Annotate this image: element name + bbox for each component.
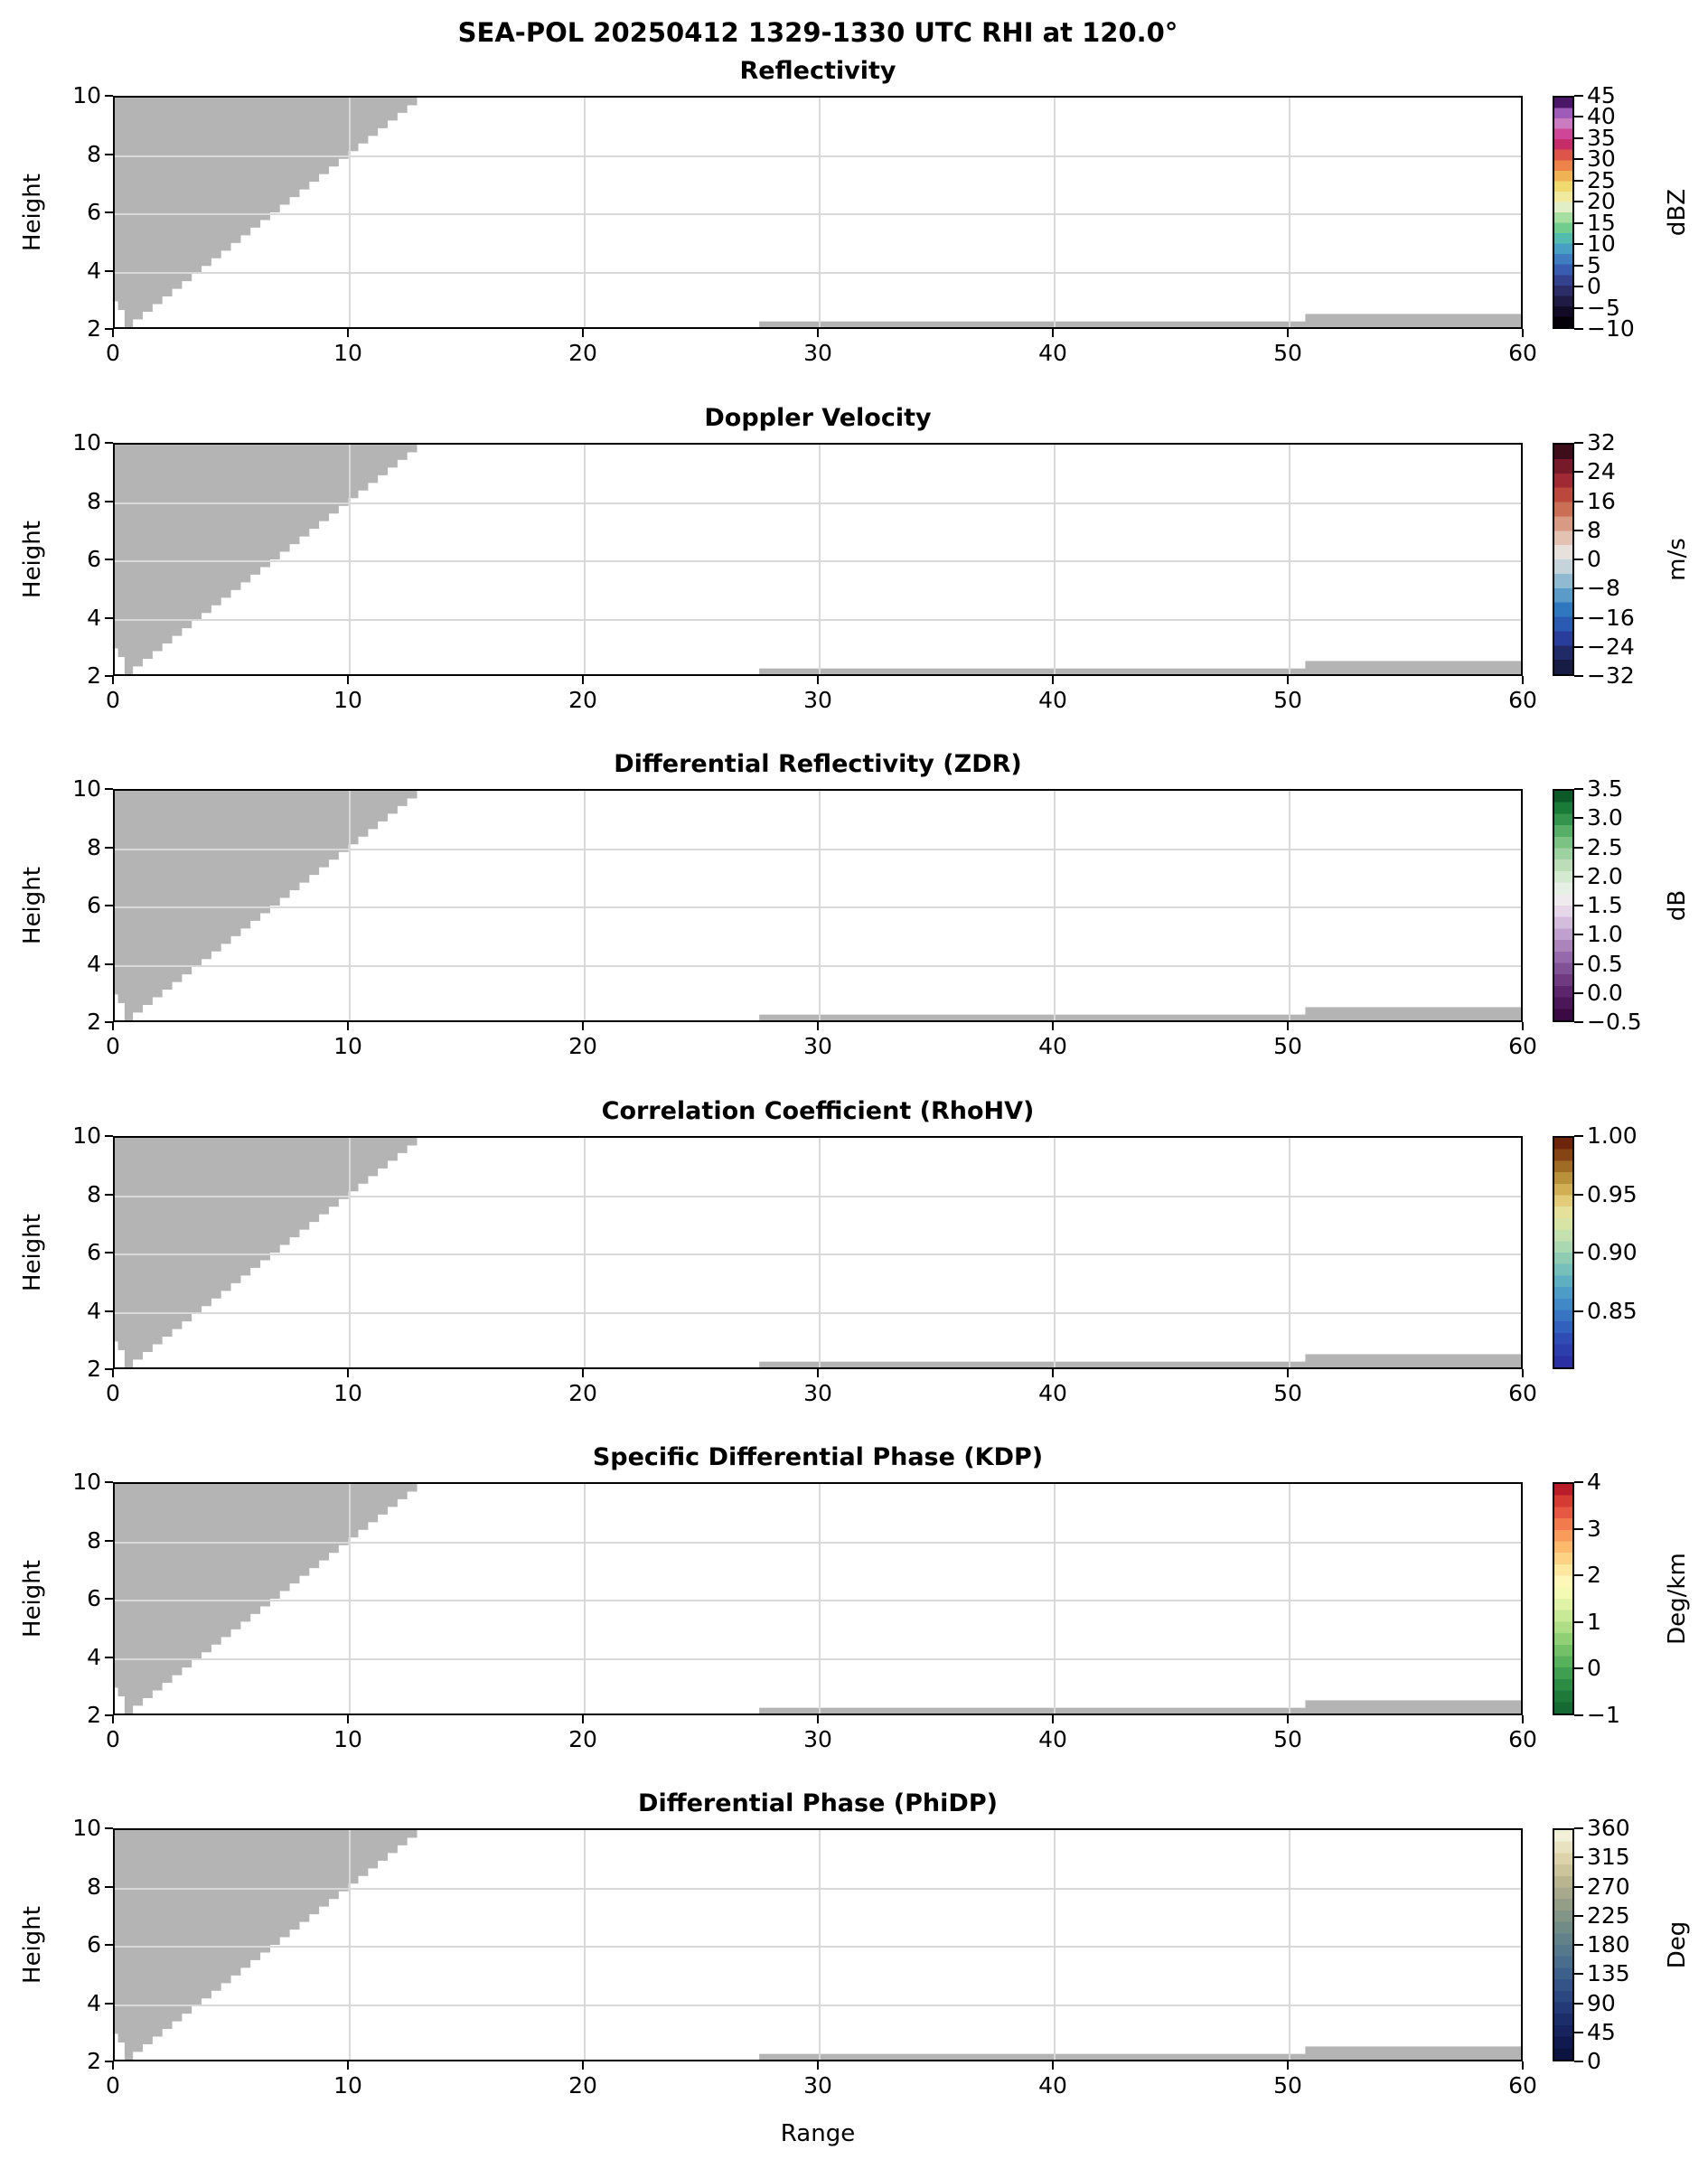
colorbar-tick-label: 30	[1587, 146, 1616, 172]
panel-title: Specific Differential Phase (KDP)	[592, 1443, 1044, 1471]
panel-title: Differential Reflectivity (ZDR)	[614, 750, 1022, 778]
y-tick-label: 8	[87, 1873, 101, 1900]
x-tick-label: 50	[1273, 1726, 1302, 1752]
x-tick-label: 60	[1508, 1033, 1537, 1059]
colorbar-tick-label: 1	[1587, 1609, 1601, 1635]
colorbar-tick-label: 315	[1587, 1844, 1630, 1870]
colorbar-tick-label: 1.0	[1587, 921, 1623, 947]
colorbar-tick-mark	[1574, 2003, 1583, 2005]
x-tick-label: 50	[1273, 687, 1302, 713]
x-tick-label: 30	[803, 687, 832, 713]
colorbar-unit-label: Deg	[1664, 1920, 1691, 1969]
x-tick-label: 20	[568, 1726, 597, 1752]
x-tick-label: 30	[803, 1726, 832, 1752]
y-tick-mark	[105, 1944, 113, 1946]
colorbar-tick-mark	[1574, 1973, 1583, 1975]
colorbar-tick-label: −1	[1587, 1702, 1620, 1728]
colorbar-tick-label: 8	[1587, 517, 1601, 543]
colorbar-tick-label: −24	[1587, 634, 1635, 660]
x-tick-label: 10	[333, 1033, 362, 1059]
x-tick-mark	[1287, 2061, 1289, 2070]
y-tick-label: 4	[87, 1989, 101, 2016]
y-tick-mark	[105, 2061, 113, 2062]
colorbar-tick-label: 3.0	[1587, 804, 1623, 831]
no-data-mask	[115, 1830, 1521, 2060]
gridline-vertical	[349, 1830, 351, 2060]
x-tick-label: 10	[333, 687, 362, 713]
colorbar-tick-label: −8	[1587, 575, 1620, 601]
y-tick-label: 10	[72, 1469, 101, 1495]
colorbar-unit-label: Deg/km	[1664, 1553, 1691, 1645]
y-axis-label: Height	[19, 1214, 46, 1291]
x-tick-label: 50	[1273, 1380, 1302, 1406]
y-tick-label: 8	[87, 140, 101, 167]
y-tick-label: 10	[72, 1122, 101, 1149]
x-tick-label: 0	[106, 340, 120, 366]
gridline-horizontal	[115, 1888, 1521, 1890]
x-tick-mark	[347, 2061, 349, 2070]
x-tick-label: 60	[1508, 1726, 1537, 1752]
colorbar-tick-mark	[1574, 2032, 1583, 2033]
y-axis-label: Height	[19, 1906, 46, 1984]
y-tick-label: 6	[87, 546, 101, 572]
x-tick-label: 20	[568, 2072, 597, 2099]
x-tick-label: 0	[106, 2072, 120, 2099]
x-tick-mark	[112, 2061, 114, 2070]
x-tick-label: 30	[803, 340, 832, 366]
colorbar-tick-label: −16	[1587, 605, 1635, 631]
y-tick-label: 2	[87, 1356, 101, 1382]
colorbar-tick-label: 24	[1587, 458, 1616, 484]
colorbar-tick-label: 0	[1587, 1655, 1601, 1681]
x-tick-label: 10	[333, 1726, 362, 1752]
x-tick-label: 50	[1273, 340, 1302, 366]
colorbar-tick-label: 225	[1587, 1902, 1630, 1929]
colorbar-tick-label: 0	[1587, 546, 1601, 572]
x-tick-label: 40	[1038, 1726, 1067, 1752]
y-tick-label: 10	[72, 775, 101, 802]
panel-title: Doppler Velocity	[704, 404, 932, 432]
colorbar-tick-label: 2.5	[1587, 834, 1623, 860]
colorbar-tick-mark	[1574, 2061, 1583, 2062]
x-tick-label: 20	[568, 1033, 597, 1059]
colorbar-tick-label: 3.5	[1587, 775, 1623, 802]
colorbar-tick-label: 25	[1587, 167, 1616, 193]
colorbar-tick-label: −32	[1587, 662, 1635, 689]
colorbar-tick-label: 1.00	[1587, 1122, 1638, 1149]
colorbar-tick-label: 0	[1587, 2048, 1601, 2074]
colorbar-tick-mark	[1574, 1944, 1583, 1946]
y-tick-mark	[105, 2003, 113, 2005]
colorbar-tick-mark	[1574, 1827, 1583, 1829]
x-tick-label: 0	[106, 1726, 120, 1752]
colorbar-tick-label: 16	[1587, 488, 1616, 514]
y-tick-mark	[105, 1827, 113, 1829]
colorbar-tick-mark	[1574, 1856, 1583, 1858]
y-tick-label: 6	[87, 892, 101, 918]
y-axis-label: Height	[19, 521, 46, 598]
y-tick-label: 6	[87, 1585, 101, 1611]
x-tick-label: 10	[333, 2072, 362, 2099]
y-tick-label: 2	[87, 2048, 101, 2074]
colorbar-tick-mark	[1574, 1915, 1583, 1917]
x-tick-label: 0	[106, 1380, 120, 1406]
y-tick-label: 4	[87, 257, 101, 284]
colorbar-unit-label: dB	[1664, 889, 1691, 922]
colorbar-tick-label: 180	[1587, 1931, 1630, 1958]
colorbar-tick-label: 360	[1587, 1815, 1630, 1841]
colorbar-tick-label: 0.85	[1587, 1298, 1638, 1324]
x-tick-label: 0	[106, 1033, 120, 1059]
x-tick-label: 30	[803, 1380, 832, 1406]
colorbar-unit-label: m/s	[1664, 538, 1691, 581]
colorbar-tick-label: 0.95	[1587, 1181, 1638, 1207]
y-tick-label: 2	[87, 1009, 101, 1035]
y-axis-label: Height	[19, 1560, 46, 1638]
y-tick-label: 10	[72, 429, 101, 455]
y-tick-label: 8	[87, 833, 101, 860]
x-tick-label: 40	[1038, 2072, 1067, 2099]
colorbar-tick-label: 90	[1587, 1990, 1616, 2016]
y-tick-mark	[105, 1886, 113, 1888]
x-tick-label: 60	[1508, 2072, 1537, 2099]
colorbar-tick-label: −5	[1587, 295, 1620, 321]
panel-title: Correlation Coefficient (RhoHV)	[601, 1097, 1035, 1125]
colorbar-tick-label: −10	[1587, 315, 1635, 342]
x-tick-label: 0	[106, 687, 120, 713]
colorbar	[1553, 1828, 1574, 2061]
colorbar-tick-label: 10	[1587, 230, 1616, 257]
colorbar-tick-label: 0.0	[1587, 980, 1623, 1006]
x-tick-label: 40	[1038, 340, 1067, 366]
gridline-horizontal	[115, 1946, 1521, 1948]
gridline-vertical	[584, 1830, 586, 2060]
colorbar-tick-label: 2.0	[1587, 863, 1623, 889]
colorbar-tick-label: 2	[1587, 1562, 1601, 1588]
y-axis-label: Height	[19, 174, 46, 251]
x-tick-mark	[1522, 2061, 1524, 2070]
figure-suptitle: SEA-POL 20250412 1329-1330 UTC RHI at 120.0°	[457, 17, 1178, 48]
colorbar-unit-label: dBZ	[1664, 188, 1691, 237]
x-tick-label: 20	[568, 687, 597, 713]
x-tick-mark	[817, 2061, 819, 2070]
colorbar-tick-label: 135	[1587, 1960, 1630, 1986]
y-tick-label: 4	[87, 1643, 101, 1670]
colorbar-tick-label: 45	[1587, 82, 1616, 108]
colorbar-tick-label: 15	[1587, 210, 1616, 236]
x-tick-label: 40	[1038, 687, 1067, 713]
blind-wedge-mask	[115, 1830, 418, 2060]
x-tick-mark	[1052, 2061, 1054, 2070]
y-tick-label: 6	[87, 199, 101, 225]
x-tick-label: 60	[1508, 340, 1537, 366]
y-tick-label: 2	[87, 662, 101, 689]
y-tick-label: 10	[72, 82, 101, 108]
x-tick-label: 20	[568, 1380, 597, 1406]
x-tick-label: 60	[1508, 1380, 1537, 1406]
colorbar-tick-label: 4	[1587, 1469, 1601, 1495]
colorbar-tick-label: 20	[1587, 188, 1616, 214]
panel-title: Reflectivity	[739, 57, 896, 85]
x-tick-label: 10	[333, 340, 362, 366]
x-tick-label: 50	[1273, 2072, 1302, 2099]
y-tick-label: 6	[87, 1239, 101, 1265]
y-tick-label: 8	[87, 1180, 101, 1207]
y-tick-label: 4	[87, 1297, 101, 1324]
x-tick-label: 50	[1273, 1033, 1302, 1059]
colorbar-tick-label: 0	[1587, 273, 1601, 299]
y-tick-label: 2	[87, 1702, 101, 1728]
panel-title: Differential Phase (PhiDP)	[638, 1789, 998, 1817]
x-tick-label: 20	[568, 340, 597, 366]
x-tick-label: 40	[1038, 1380, 1067, 1406]
y-tick-label: 4	[87, 604, 101, 631]
plot-area	[113, 1828, 1523, 2061]
y-axis-label: Height	[19, 867, 46, 944]
x-tick-label: 40	[1038, 1033, 1067, 1059]
y-tick-label: 8	[87, 487, 101, 514]
colorbar-tick-label: 270	[1587, 1873, 1630, 1900]
gridline-vertical	[819, 1830, 821, 2060]
x-tick-label: 30	[803, 1033, 832, 1059]
ground-strip-mask	[1305, 2046, 1521, 2060]
colorbar-tick-label: 32	[1587, 429, 1616, 455]
gridline-horizontal	[115, 2005, 1521, 2006]
x-tick-label: 60	[1508, 687, 1537, 713]
colorbar-tick-label: −0.5	[1587, 1009, 1642, 1035]
x-tick-label: 30	[803, 2072, 832, 2099]
colorbar-tick-label: 5	[1587, 252, 1601, 278]
y-tick-label: 8	[87, 1526, 101, 1554]
colorbar-tick-label: 1.5	[1587, 892, 1623, 918]
y-tick-label: 10	[72, 1815, 101, 1841]
y-tick-label: 2	[87, 315, 101, 342]
colorbar-tick-label: 40	[1587, 103, 1616, 129]
x-axis-label: Range	[780, 2120, 856, 2147]
colorbar-tick-label: 0.90	[1587, 1239, 1638, 1265]
colorbar-tick-label: 45	[1587, 2019, 1616, 2045]
x-tick-label: 10	[333, 1380, 362, 1406]
gridline-vertical	[1289, 1830, 1290, 2060]
colorbar-tick-mark	[1574, 1886, 1583, 1888]
gridline-vertical	[1054, 1830, 1056, 2060]
y-tick-label: 4	[87, 950, 101, 977]
colorbar-tick-label: 0.5	[1587, 951, 1623, 977]
x-tick-mark	[582, 2061, 584, 2070]
colorbar-tick-label: 3	[1587, 1516, 1601, 1542]
y-tick-label: 6	[87, 1931, 101, 1958]
colorbar-tick-label: 35	[1587, 125, 1616, 151]
